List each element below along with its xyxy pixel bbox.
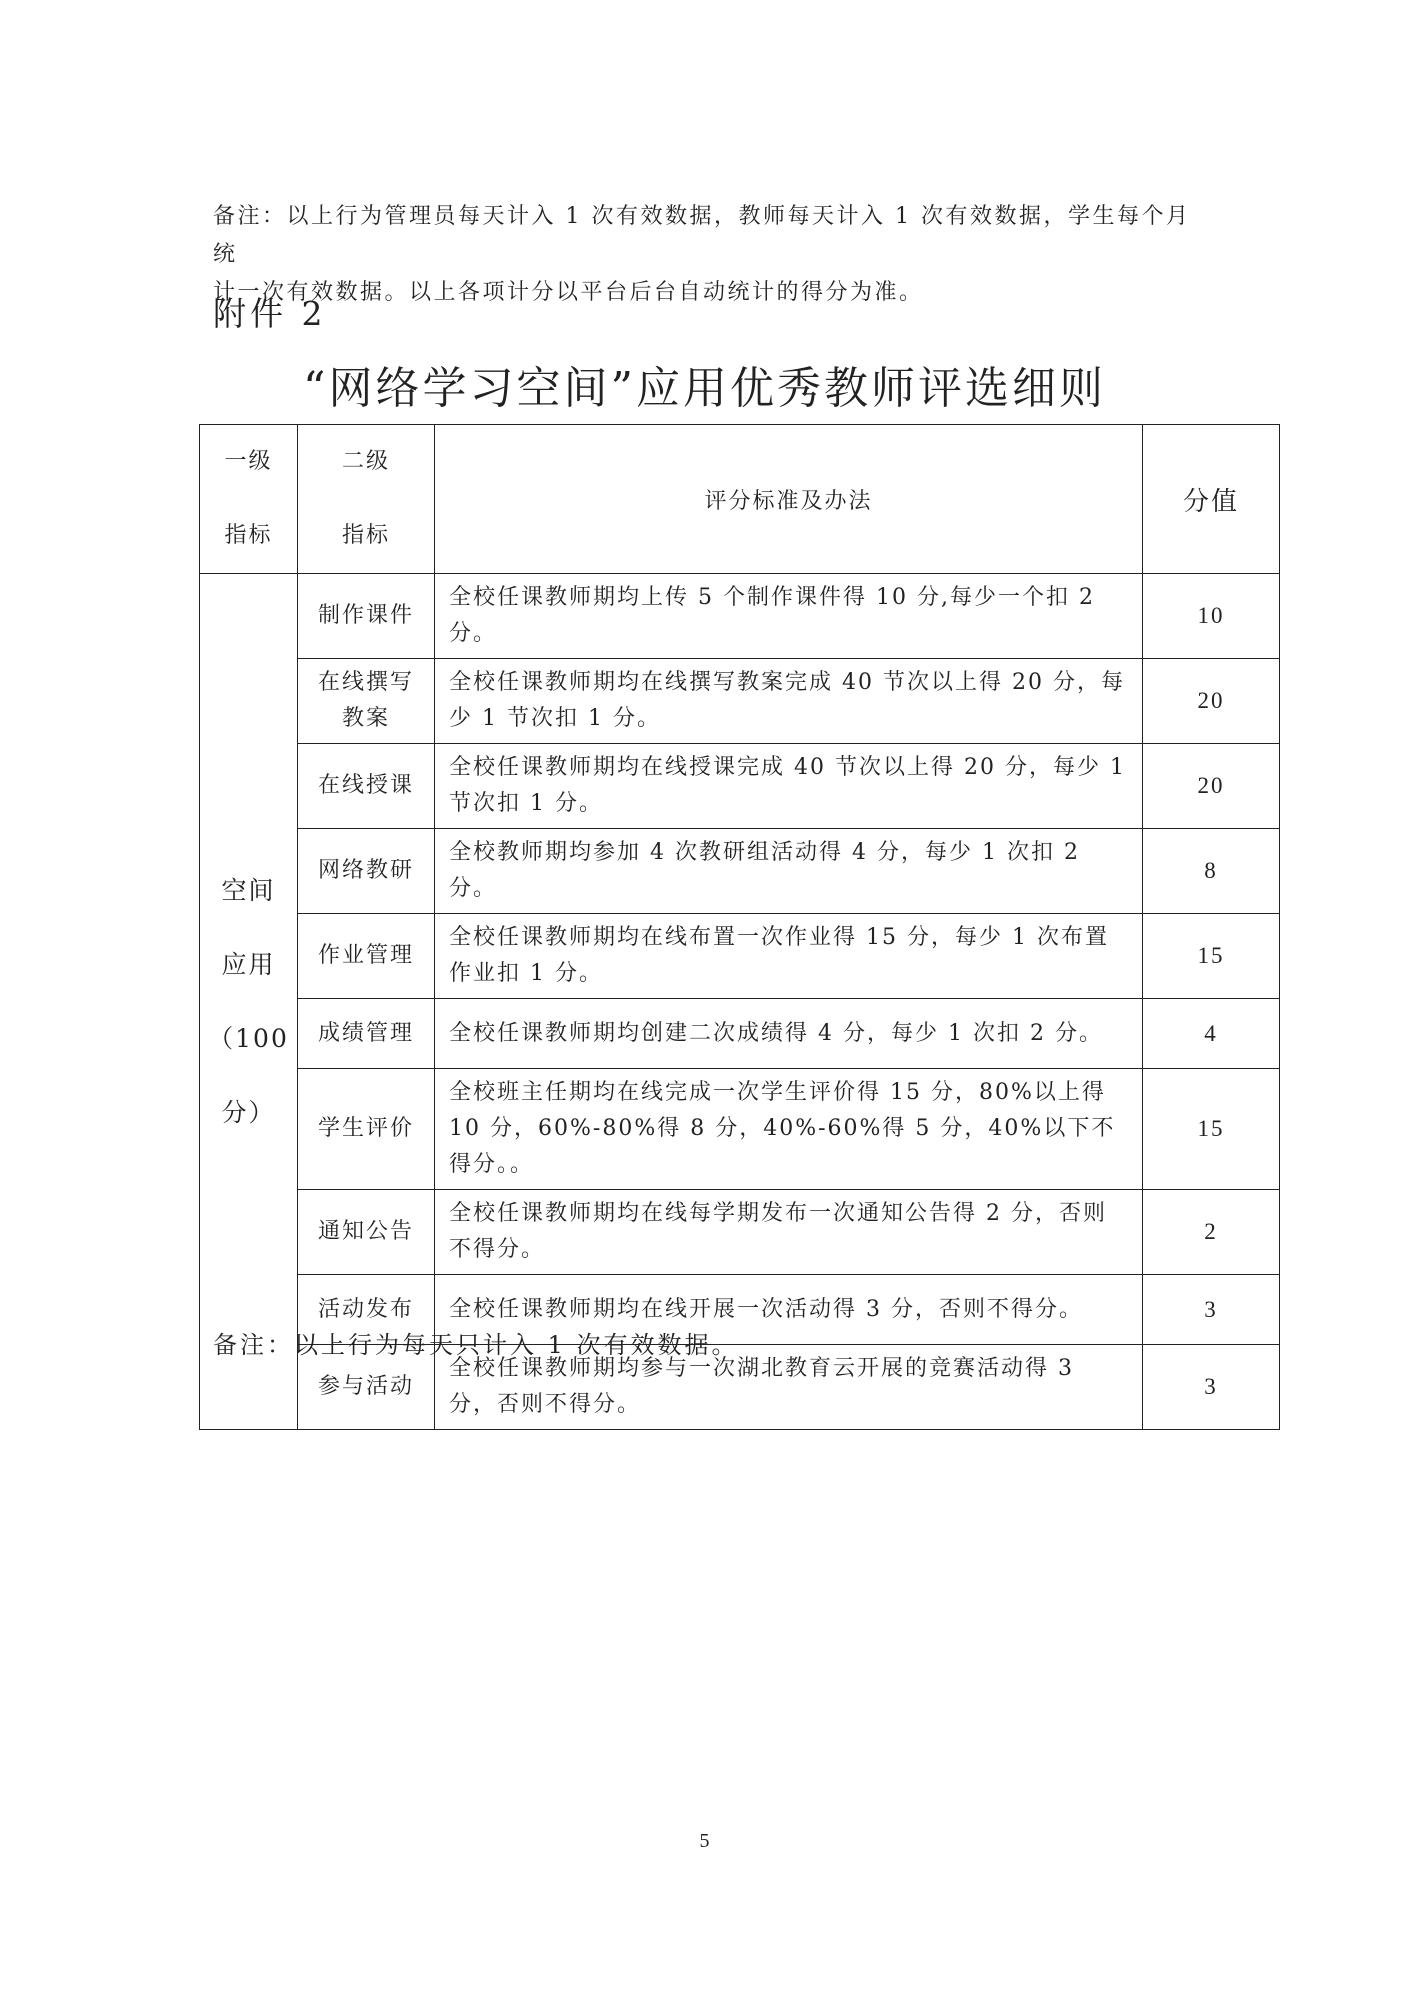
- header-second-level: [298, 425, 435, 574]
- criteria-description: 全校任课教师期均在线授课完成 40 节次以上得 20 分，每少 1 节次扣 1 分。: [435, 744, 1143, 829]
- page-number: 5: [699, 1830, 710, 1852]
- header-first-level-line-2: 指标: [224, 523, 273, 548]
- table-row: [200, 744, 1280, 829]
- table-header-row: [200, 425, 1280, 574]
- score-value: 20: [1143, 659, 1280, 744]
- header-first-level-line-1: 一级: [224, 449, 273, 474]
- table-row: [200, 659, 1280, 744]
- criteria-table: [199, 424, 1280, 1430]
- first-level-line: （100: [208, 1023, 289, 1053]
- score-value: 15: [1143, 914, 1280, 999]
- criteria-description: 全校任课教师期均创建二次成绩得 4 分，每少 1 次扣 2 分。: [435, 999, 1143, 1069]
- second-level-indicator: 网络教研: [298, 829, 435, 914]
- header-second-level-line-1: 二级: [341, 449, 390, 474]
- criteria-description: 全校任课教师期均在线撰写教案完成 40 节次以上得 20 分，每少 1 节次扣 1 分。: [435, 659, 1143, 744]
- criteria-description: 全校任课教师期均在线布置一次作业得 15 分，每少 1 次布置作业扣 1 分。: [435, 914, 1143, 999]
- document-title: “网络学习空间”应用优秀教师评选细则: [303, 363, 1106, 414]
- score-value: 3: [1143, 1345, 1280, 1430]
- top-note-line-2: 计一次有效数据。以上各项计分以平台后台自动统计的得分为准。: [213, 280, 924, 305]
- score-value: 2: [1143, 1190, 1280, 1275]
- table-row: [200, 914, 1280, 999]
- score-value: 8: [1143, 829, 1280, 914]
- score-value: 4: [1143, 999, 1280, 1069]
- table-row: [200, 1069, 1280, 1190]
- header-first-level: [200, 425, 298, 574]
- table-row: [200, 999, 1280, 1069]
- header-score: 分值: [1143, 425, 1280, 574]
- criteria-description: 全校任课教师期均在线开展一次活动得 3 分，否则不得分。: [435, 1275, 1143, 1345]
- table-row: [200, 574, 1280, 659]
- criteria-description: 全校任课教师期均参与一次湖北教育云开展的竞赛活动得 3 分，否则不得分。: [435, 1345, 1143, 1430]
- score-value: 20: [1143, 744, 1280, 829]
- second-level-indicator: 成绩管理: [298, 999, 435, 1069]
- first-level-line: 应用: [221, 949, 276, 979]
- criteria-description: 全校任课教师期均上传 5 个制作课件得 10 分,每少一个扣 2 分。: [435, 574, 1143, 659]
- second-level-indicator: 作业管理: [298, 914, 435, 999]
- second-level-indicator: 通知公告: [298, 1190, 435, 1275]
- header-criteria: 评分标准及办法: [435, 425, 1143, 574]
- criteria-description: 全校任课教师期均在线每学期发布一次通知公告得 2 分，否则不得分。: [435, 1190, 1143, 1275]
- bottom-note: 备注：以上行为每天只计入 1 次有效数据。: [213, 1331, 739, 1359]
- top-note: [213, 198, 1213, 312]
- table-body: [200, 574, 1280, 1430]
- first-level-indicator: [200, 574, 298, 1430]
- second-level-indicator: 在线撰写教案: [298, 659, 435, 744]
- header-second-level-line-2: 指标: [341, 523, 390, 548]
- second-level-indicator: 活动发布: [298, 1275, 435, 1345]
- score-value: 3: [1143, 1275, 1280, 1345]
- table-row: [200, 1190, 1280, 1275]
- second-level-indicator: 参与活动: [298, 1345, 435, 1430]
- criteria-description: 全校班主任期均在线完成一次学生评价得 15 分，80%以上得 10 分，60%-80%得 8 分，40%-60%得 5 分，40%以下不得分。。: [435, 1069, 1143, 1190]
- score-value: 10: [1143, 574, 1280, 659]
- first-level-line: 空间: [221, 875, 276, 905]
- score-value: 15: [1143, 1069, 1280, 1190]
- criteria-description: 全校教师期均参加 4 次教研组活动得 4 分，每少 1 次扣 2 分。: [435, 829, 1143, 914]
- top-note-line-1: 备注：以上行为管理员每天计入 1 次有效数据，教师每天计入 1 次有效数据，学生每个月统: [213, 204, 1191, 267]
- table-row: [200, 829, 1280, 914]
- second-level-indicator: 学生评价: [298, 1069, 435, 1190]
- second-level-indicator: 制作课件: [298, 574, 435, 659]
- second-level-indicator: 在线授课: [298, 744, 435, 829]
- attachment-label: 附件 2: [213, 294, 327, 333]
- first-level-line: 分）: [221, 1097, 276, 1127]
